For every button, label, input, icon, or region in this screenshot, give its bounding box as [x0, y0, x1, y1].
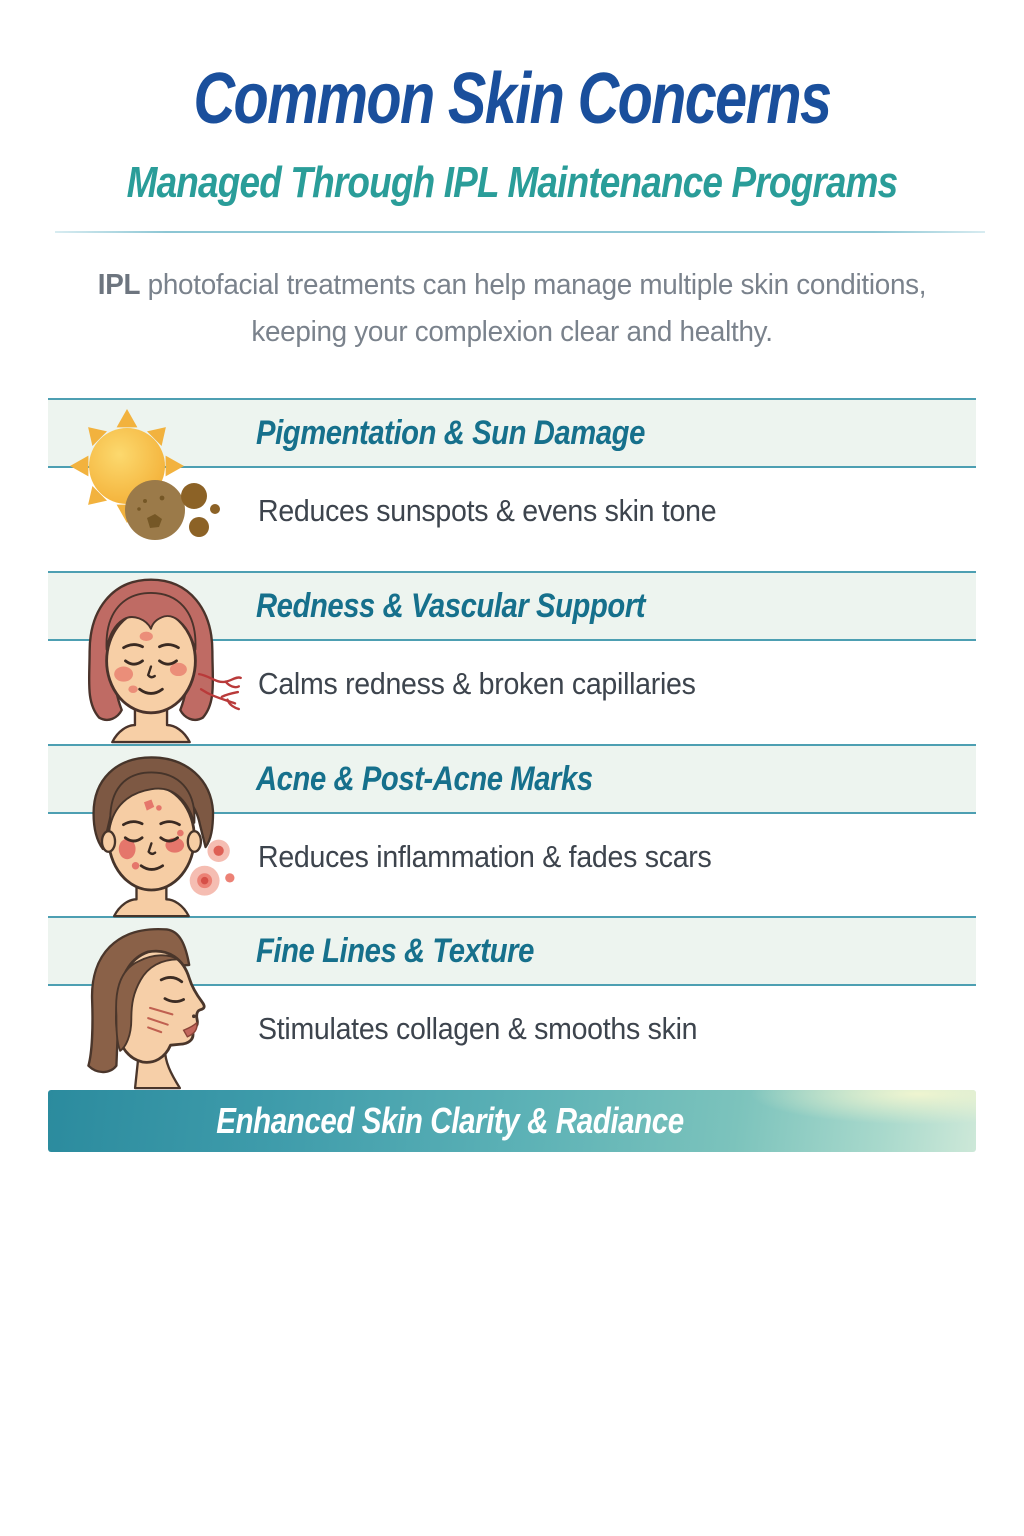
section-description: Reduces inflammation & fades scars	[258, 839, 712, 874]
page-subtitle: Managed Through IPL Maintenance Programs	[126, 158, 898, 207]
profile-face-icon	[52, 922, 248, 1095]
section-acne	[0, 744, 1024, 917]
section-title: Redness & Vascular Support	[256, 587, 646, 625]
section-description: Reduces sunspots & evens skin tone	[258, 493, 717, 528]
page-title: Common Skin Concerns	[193, 59, 831, 139]
intro-text	[20, 262, 1003, 356]
section-title: Acne & Post-Acne Marks	[256, 760, 593, 798]
section-description: Calms redness & broken capillaries	[258, 666, 696, 701]
header-divider	[55, 231, 985, 233]
footer-banner-label: Enhanced Skin Clarity & Radiance	[216, 1100, 684, 1141]
section-title: Fine Lines & Texture	[256, 932, 534, 970]
section-description: Stimulates collagen & smooths skin	[258, 1011, 698, 1046]
section-pigmentation	[0, 398, 1024, 571]
flushed-face-icon	[60, 574, 242, 749]
intro-line2: keeping your complexion clear and healthy.	[251, 316, 773, 348]
section-fine-lines	[0, 916, 1024, 1089]
footer-banner	[48, 1090, 976, 1152]
intro-highlight: IPL	[97, 269, 141, 301]
section-title: Pigmentation & Sun Damage	[256, 414, 645, 452]
intro-line1: photofacial treatments can help manage multiple skin conditions,	[140, 269, 927, 301]
acne-face-icon	[58, 750, 243, 923]
sun-with-sunspots-icon	[57, 406, 227, 561]
section-redness	[0, 571, 1024, 744]
